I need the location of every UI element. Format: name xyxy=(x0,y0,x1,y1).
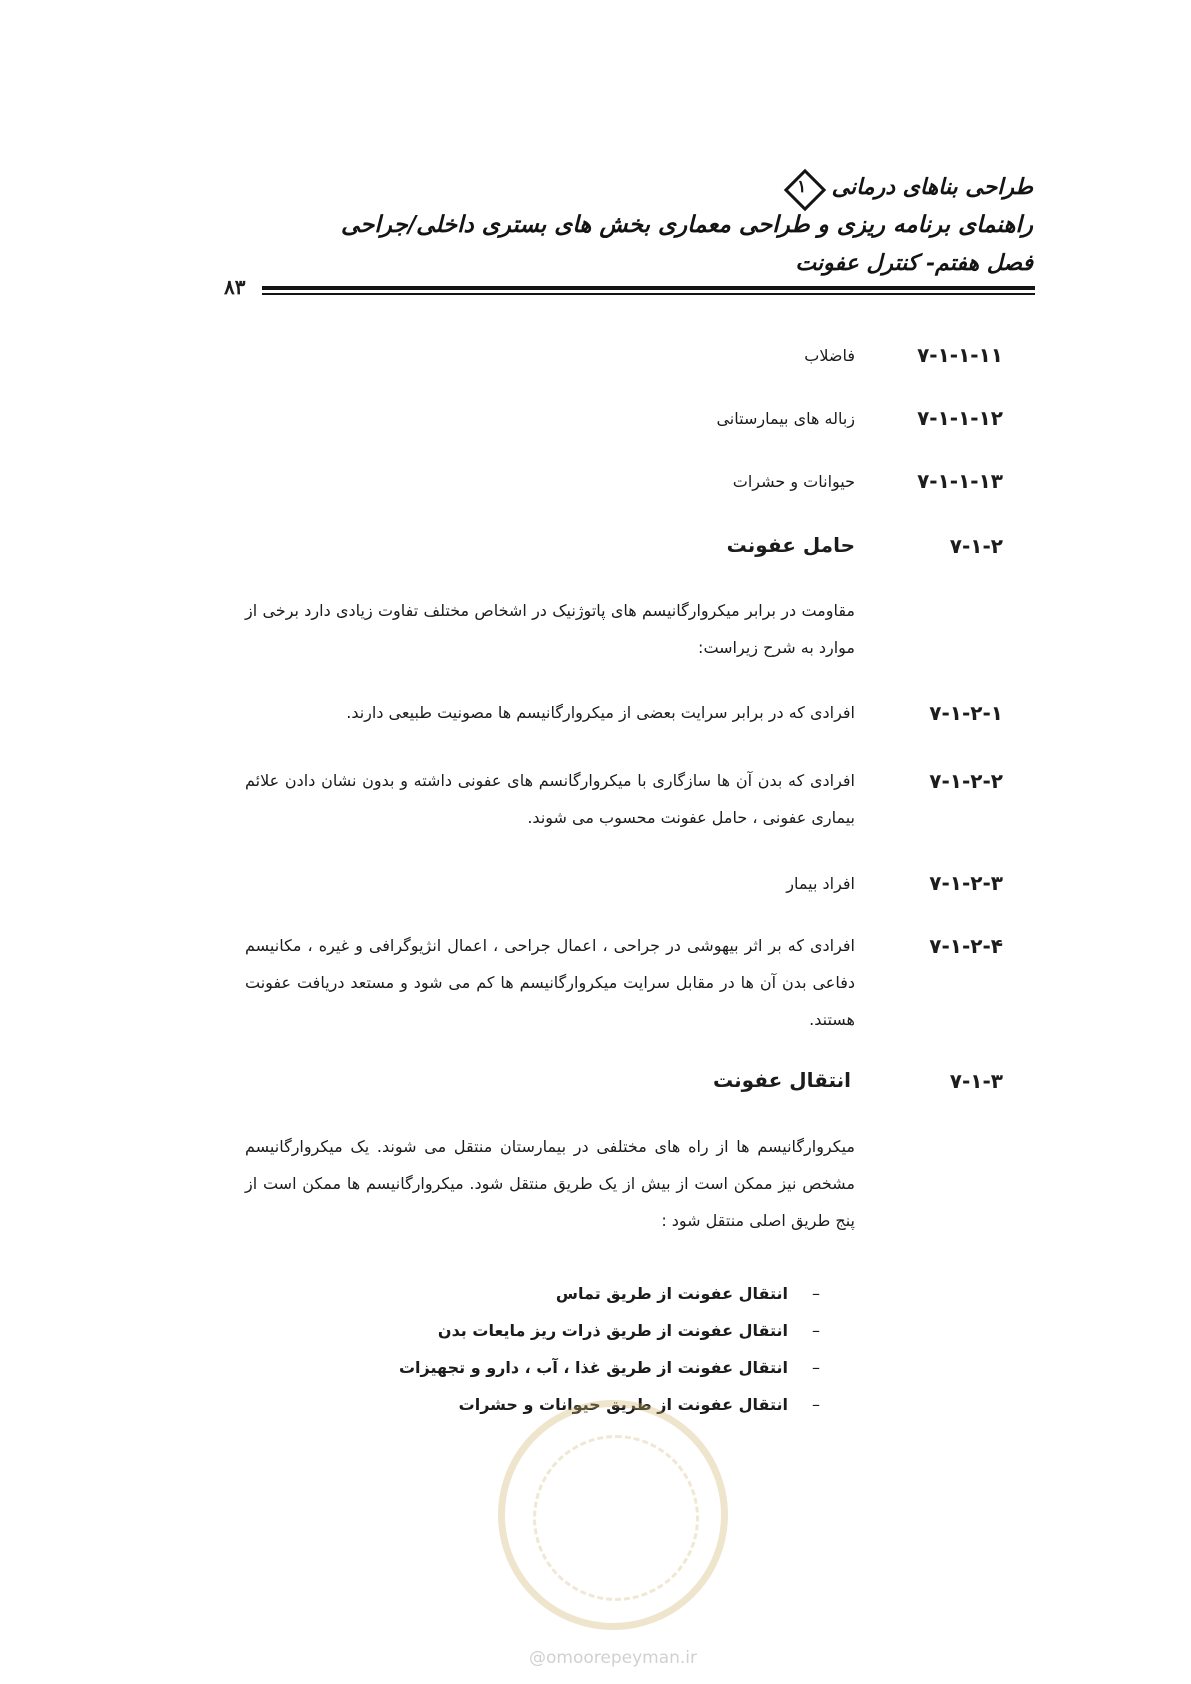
list-item-text: انتقال عفونت از طریق حیوانات و حشرات xyxy=(458,1395,788,1414)
bullet-dash-icon: – xyxy=(812,1284,820,1303)
book-title: طراحی بناهای درمانی xyxy=(831,174,1033,200)
item-label: حیوانات و حشرات xyxy=(732,472,855,491)
subitem-number: ۷-۱-۲-۳ xyxy=(929,871,1003,895)
volume-number: ۱ xyxy=(797,177,807,197)
subitem-number: ۷-۱-۲-۱ xyxy=(929,701,1003,725)
item-label: فاضلاب xyxy=(804,346,855,365)
item-number: ۷-۱-۱-۱۱ xyxy=(917,343,1003,367)
volume-diamond-icon xyxy=(784,169,820,205)
section-title: حامل عفونت xyxy=(726,533,855,557)
section-intro: مقاومت در برابر میکروارگانیسم های پاتوژنیک در اشخاص مختلف تفاوت زیادی دارد برخی از موارد به شرح زیراست: xyxy=(245,601,855,657)
book-title-line xyxy=(784,169,1033,205)
subitem-number: ۷-۱-۲-۴ xyxy=(929,934,1003,958)
header-rule-thin xyxy=(262,293,1035,295)
transmission-list xyxy=(306,1275,826,1423)
chapter-title: فصل هفتم- کنترل عفونت xyxy=(795,250,1033,276)
section-number: ۷-۱-۲ xyxy=(949,534,1003,558)
item-label: زباله های بیمارستانی xyxy=(716,409,855,428)
list-item-text: انتقال عفونت از طریق ذرات ریز مایعات بدن xyxy=(437,1321,788,1340)
list-item xyxy=(306,1349,826,1386)
bullet-dash-icon: – xyxy=(812,1358,820,1377)
section-intro: میکروارگانیسم ها از راه های مختلفی در بیمارستان منتقل می شوند. یک میکروارگانیسم مشخص نیز ممکن است از بیش از یک طریق منتقل شود. میکروارگانیسم ها ممکن است از پنج طریق اصلی منتقل شود : xyxy=(245,1137,855,1230)
item-number: ۷-۱-۱-۱۲ xyxy=(917,406,1003,430)
bullet-dash-icon: – xyxy=(812,1321,820,1340)
list-item xyxy=(306,1275,826,1312)
watermark-seal-icon xyxy=(498,1400,728,1630)
subitem-text: افرادی که بر اثر بیهوشی در جراحی ، اعمال جراحی ، اعمال انژیوگرافی و غیره ، مکانیسم دفاعی بدن آن ها در مقابل سرایت میکروارگانیسم ها کم می شود و مستعد دریافت عفونت هستند. xyxy=(245,936,855,1029)
subitem-number: ۷-۱-۲-۲ xyxy=(929,769,1003,793)
section-title: انتقال عفونت xyxy=(712,1068,851,1092)
watermark-url: @omoorepeyman.ir xyxy=(528,1648,698,1668)
book-subtitle: راهنمای برنامه ریزی و طراحی معماری بخش های بستری داخلی/جراحی xyxy=(341,211,1033,238)
header-rule-thick xyxy=(262,286,1035,290)
list-item-text: انتقال عفونت از طریق تماس xyxy=(555,1284,788,1303)
list-item xyxy=(306,1312,826,1349)
page-number: ۸۳ xyxy=(224,275,246,299)
subitem-text: افرادی که در برابر سرایت بعضی از میکروارگانیسم ها مصونیت طبیعی دارند. xyxy=(346,703,855,722)
subitem-text: افرادی که بدن آن ها سازگاری با میکروارگانسم های عفونی داشته و بدون نشان دادن علائم بیماری عفونی ، حامل عفونت محسوب می شوند. xyxy=(245,771,855,827)
bullet-dash-icon: – xyxy=(812,1395,820,1414)
list-item-text: انتقال عفونت از طریق غذا ، آب ، دارو و تجهیزات xyxy=(398,1358,788,1377)
section-number: ۷-۱-۳ xyxy=(949,1069,1003,1093)
subitem-text: افراد بیمار xyxy=(786,874,855,893)
item-number: ۷-۱-۱-۱۳ xyxy=(917,469,1003,493)
